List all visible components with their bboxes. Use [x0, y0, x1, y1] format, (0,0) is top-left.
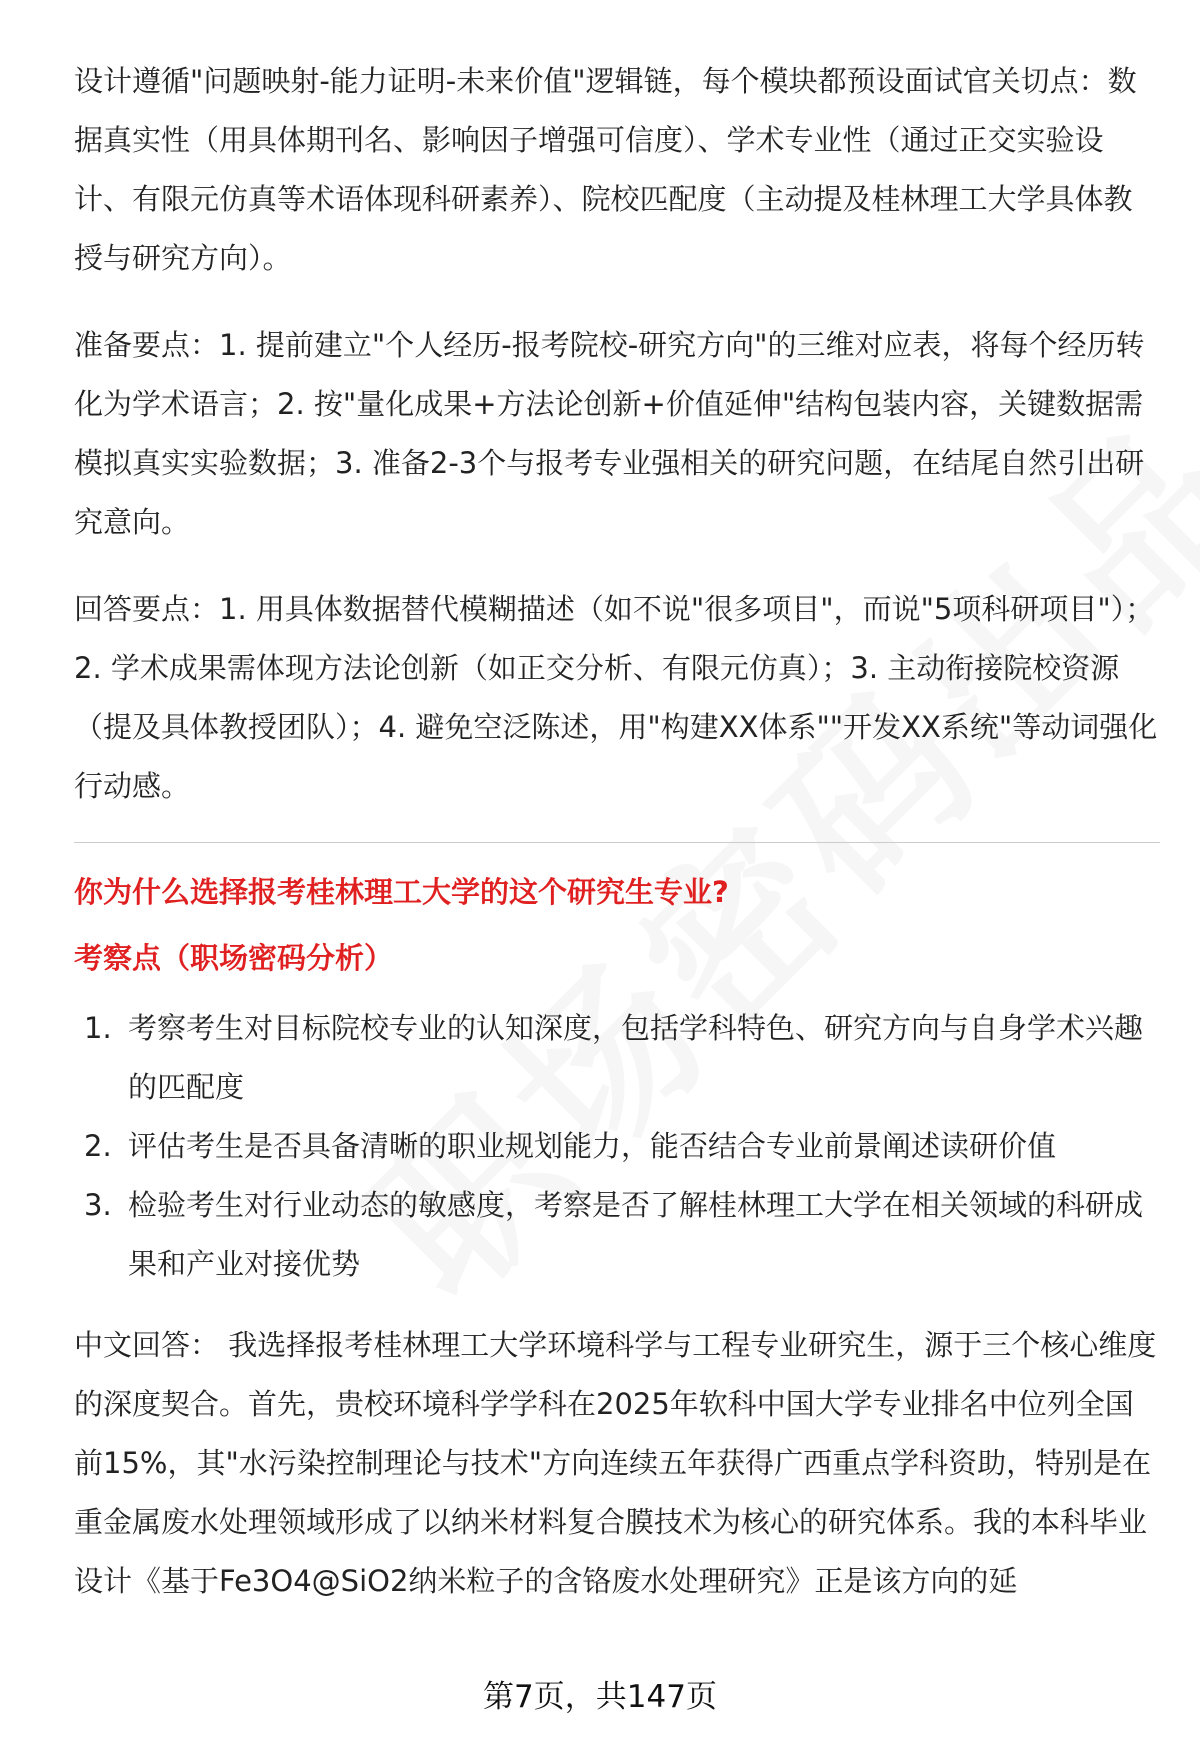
- list-item-text: 检验考生对行业动态的敏感度，考察是否了解桂林理工大学在相关领域的科研成果和产业对接优势: [128, 1188, 1144, 1281]
- list-item-text: 考察考生对目标院校专业的认知深度，包括学科特色、研究方向与自身学术兴趣的匹配度: [128, 1011, 1144, 1104]
- exam-points-list: [74, 999, 1160, 1294]
- list-item-number: 3.: [84, 1188, 112, 1222]
- list-item: [74, 999, 1160, 1117]
- list-item-number: 1.: [84, 1011, 112, 1045]
- section-divider: [74, 842, 1160, 843]
- interview-question-heading: 你为什么选择报考桂林理工大学的这个研究生专业?: [74, 875, 729, 909]
- list-item-number: 2.: [84, 1129, 112, 1163]
- intro-paragraph: 设计遵循"问题映射-能力证明-未来价值"逻辑链，每个模块都预设面试官关切点：数据真实性（用具体期刊名、影响因子增强可信度）、学术专业性（通过正交实验设计、有限元仿真等术语体现科研素养）、院校匹配度（主动提及桂林理工大学具体教授与研究方向）。: [74, 64, 1137, 275]
- page-number-footer: 第7页，共147页: [483, 1679, 717, 1715]
- list-item-text: 评估考生是否具备清晰的职业规划能力，能否结合专业前景阐述读研价值: [128, 1129, 1057, 1163]
- list-item: [74, 1176, 1160, 1294]
- list-item: [74, 1117, 1160, 1176]
- document-page: [74, 52, 1160, 1611]
- preparation-points-paragraph: 准备要点：1. 提前建立"个人经历-报考院校-研究方向"的三维对应表，将每个经历转化为学术语言；2. 按"量化成果+方法论创新+价值延伸"结构包装内容，关键数据需模拟真实实验数据；3. 准备2-3个与报考专业强相关的研究问题，在结尾自然引出研究意向。: [74, 328, 1145, 539]
- exam-points-heading: 考察点（职场密码分析）: [74, 941, 394, 975]
- chinese-answer-paragraph: 中文回答： 我选择报考桂林理工大学环境科学与工程专业研究生，源于三个核心维度的深度契合。首先，贵校环境科学学科在2025年软科中国大学专业排名中位列全国前15%，其"水污染控制理论与技术"方向连续五年获得广西重点学科资助，特别是在重金属废水处理领域形成了以纳米材料复合膜技术为核心的研究体系。我的本科毕业设计《基于Fe3O4@SiO2纳米粒子的含铬废水处理研究》正是该方向的延: [74, 1328, 1157, 1598]
- answer-points-paragraph: 回答要点：1. 用具体数据替代模糊描述（如不说"很多项目"，而说"5项科研项目"）；2. 学术成果需体现方法论创新（如正交分析、有限元仿真）；3. 主动衔接院校资源（提及具体教授团队）；4. 避免空泛陈述，用"构建XX体系""开发XX系统"等动词强化行动感。: [74, 592, 1158, 803]
